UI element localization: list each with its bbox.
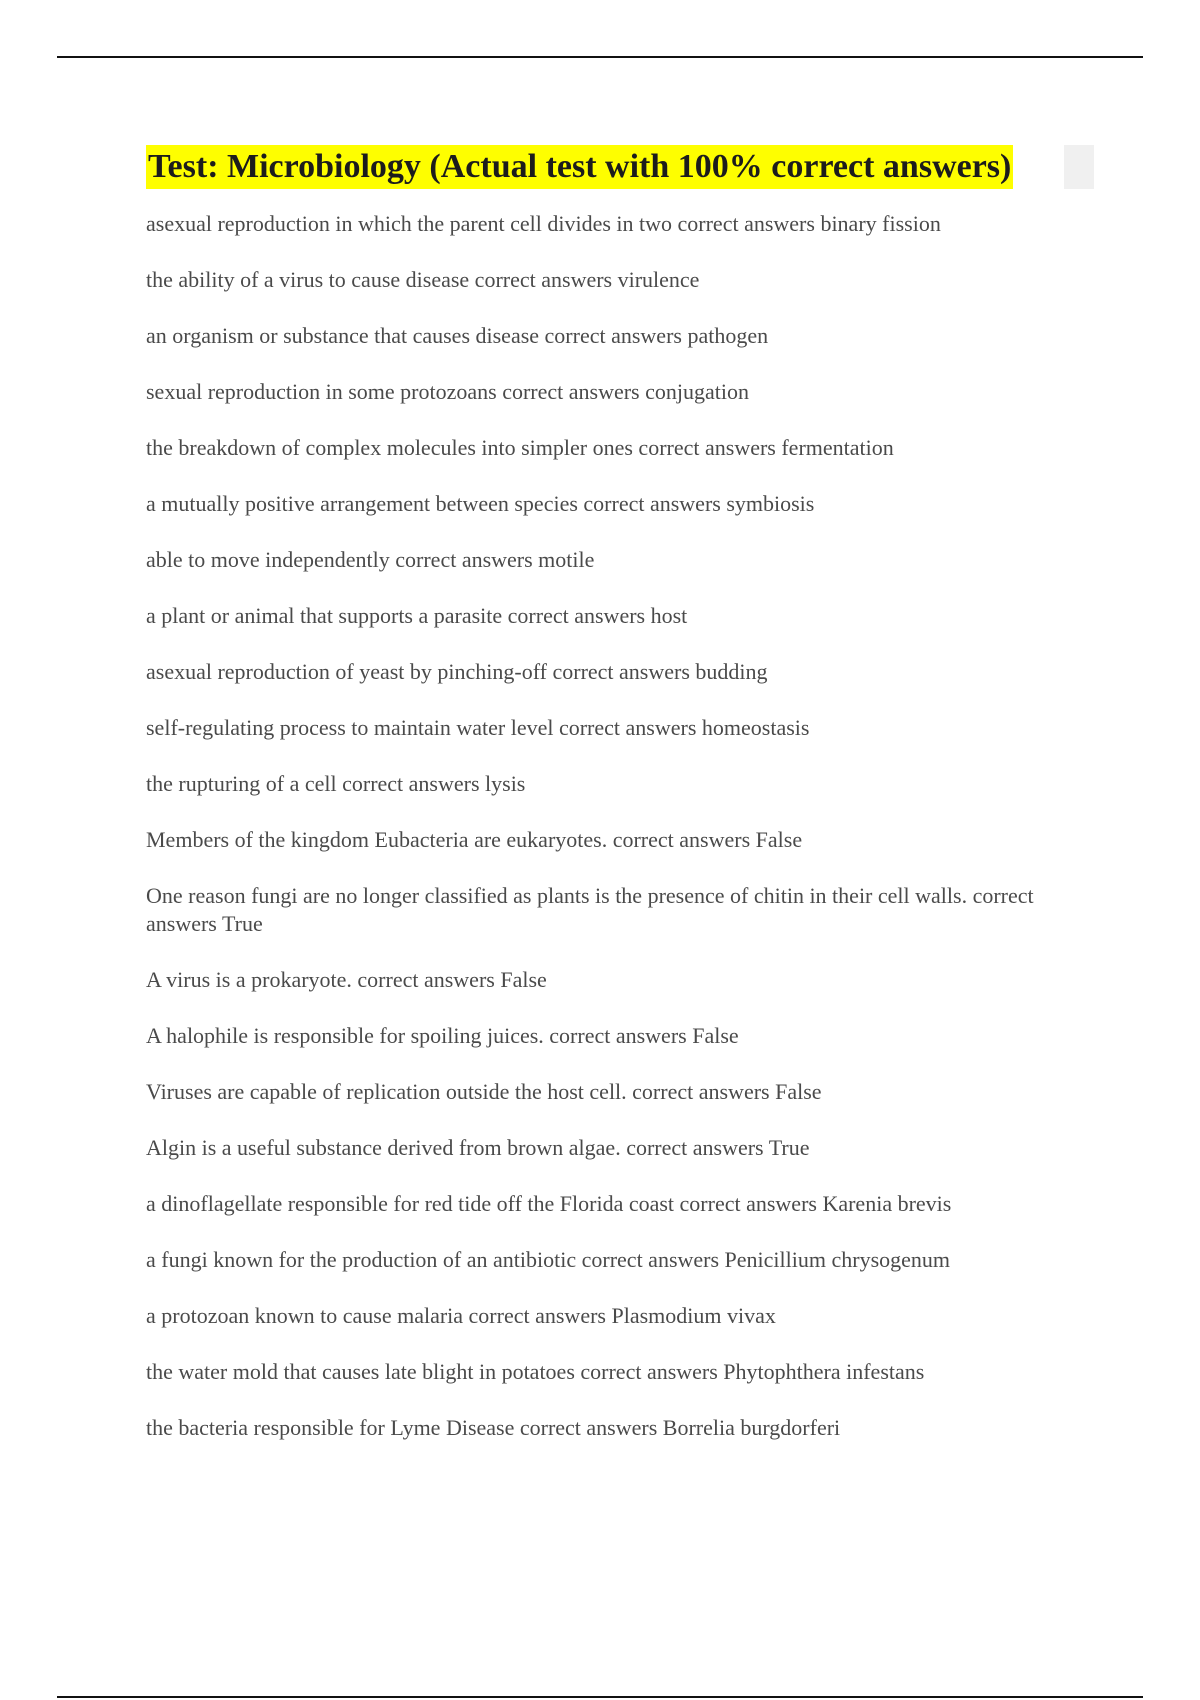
qa-list <box>146 210 1076 1470</box>
qa-item: a mutually positive arrangement between species correct answers symbiosis <box>146 491 815 516</box>
page-top-rule <box>57 56 1143 58</box>
title-highlight-shadow <box>1064 145 1094 189</box>
page-bottom-rule <box>57 1696 1143 1698</box>
qa-item: the breakdown of complex molecules into simpler ones correct answers fermentation <box>146 435 894 460</box>
title-block <box>146 145 1086 189</box>
qa-item: asexual reproduction in which the parent cell divides in two correct answers binary fission <box>146 211 941 236</box>
qa-item: able to move independently correct answers motile <box>146 547 595 572</box>
qa-item: Viruses are capable of replication outside the host cell. correct answers False <box>146 1079 822 1104</box>
qa-item: a dinoflagellate responsible for red tide off the Florida coast correct answers Karenia brevis <box>146 1191 952 1216</box>
qa-item: self-regulating process to maintain water level correct answers homeostasis <box>146 715 810 740</box>
qa-item: sexual reproduction in some protozoans correct answers conjugation <box>146 379 749 404</box>
qa-item: A halophile is responsible for spoiling juices. correct answers False <box>146 1023 739 1048</box>
qa-item: a plant or animal that supports a parasite correct answers host <box>146 603 688 628</box>
qa-item: a protozoan known to cause malaria correct answers Plasmodium vivax <box>146 1303 776 1328</box>
qa-item: the bacteria responsible for Lyme Disease correct answers Borrelia burgdorferi <box>146 1415 841 1440</box>
qa-item: A virus is a prokaryote. correct answers False <box>146 967 547 992</box>
qa-item: the water mold that causes late blight in potatoes correct answers Phytophthera infestans <box>146 1359 925 1384</box>
qa-item: an organism or substance that causes disease correct answers pathogen <box>146 323 769 348</box>
qa-item: the ability of a virus to cause disease correct answers virulence <box>146 267 700 292</box>
qa-item: asexual reproduction of yeast by pinching-off correct answers budding <box>146 659 768 684</box>
qa-item: One reason fungi are no longer classified as plants is the presence of chitin in their cell walls. correct answers True <box>146 883 1034 936</box>
qa-item: Members of the kingdom Eubacteria are eukaryotes. correct answers False <box>146 827 803 852</box>
qa-item: the rupturing of a cell correct answers lysis <box>146 771 526 796</box>
qa-item: Algin is a useful substance derived from brown algae. correct answers True <box>146 1135 810 1160</box>
page-title: Test: Microbiology (Actual test with 100% correct answers) <box>146 145 1013 189</box>
qa-item: a fungi known for the production of an antibiotic correct answers Penicillium chrysogenum <box>146 1247 951 1272</box>
